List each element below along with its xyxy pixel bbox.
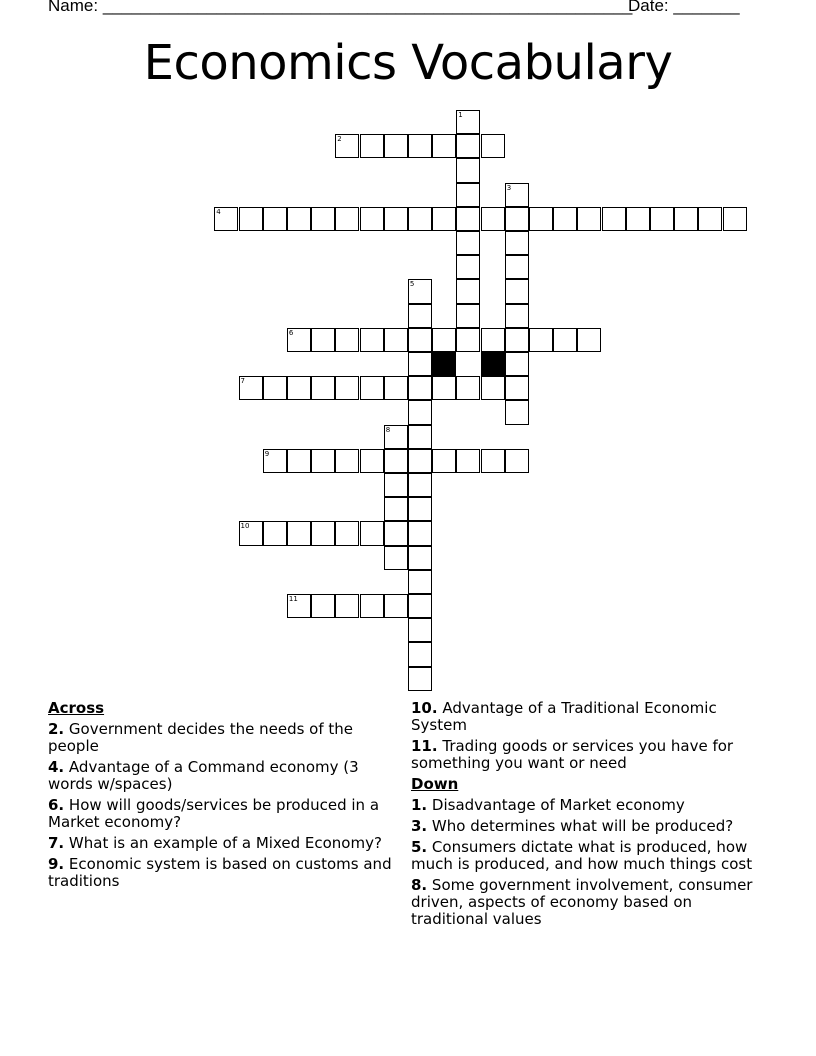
- grid-cell[interactable]: [456, 376, 480, 400]
- blocked-cell: [432, 352, 456, 376]
- grid-cell[interactable]: [408, 328, 432, 352]
- grid-cell[interactable]: [456, 328, 480, 352]
- grid-cell[interactable]: [360, 521, 384, 545]
- grid-cell[interactable]: [335, 207, 359, 231]
- grid-cell[interactable]: [505, 231, 529, 255]
- blocked-cell: [481, 352, 505, 376]
- clue-across-6: [48, 797, 393, 831]
- grid-cell[interactable]: [481, 449, 505, 473]
- clue-down-1: [411, 797, 756, 814]
- grid-cell[interactable]: [239, 376, 263, 400]
- grid-cell[interactable]: [529, 207, 553, 231]
- grid-cell[interactable]: [432, 328, 456, 352]
- grid-cell[interactable]: [723, 207, 747, 231]
- clue-across-11: [411, 738, 756, 772]
- grid-cell[interactable]: [384, 425, 408, 449]
- grid-cell[interactable]: [505, 449, 529, 473]
- clue-number: 3.: [411, 817, 428, 835]
- clue-number: 11.: [411, 737, 438, 755]
- grid-cell[interactable]: [505, 304, 529, 328]
- grid-cell[interactable]: [360, 328, 384, 352]
- grid-cell[interactable]: [408, 376, 432, 400]
- grid-cell[interactable]: [432, 134, 456, 158]
- grid-cell[interactable]: [214, 207, 238, 231]
- down-heading: Down: [411, 775, 459, 793]
- grid-cell[interactable]: [408, 667, 432, 691]
- grid-cell[interactable]: [456, 255, 480, 279]
- grid-cell[interactable]: [311, 376, 335, 400]
- grid-cell[interactable]: [384, 546, 408, 570]
- grid-cell[interactable]: [481, 134, 505, 158]
- grid-cell[interactable]: [335, 594, 359, 618]
- cell-number: 7: [240, 377, 245, 386]
- grid-cell[interactable]: [553, 328, 577, 352]
- grid-cell[interactable]: [698, 207, 722, 231]
- grid-cell[interactable]: [456, 158, 480, 182]
- grid-cell[interactable]: [505, 255, 529, 279]
- grid-cell[interactable]: [408, 473, 432, 497]
- grid-cell[interactable]: [408, 134, 432, 158]
- grid-cell[interactable]: [408, 279, 432, 303]
- grid-cell[interactable]: [360, 594, 384, 618]
- grid-cell[interactable]: [408, 570, 432, 594]
- grid-cell[interactable]: [239, 207, 263, 231]
- date-label: Date:: [628, 0, 669, 15]
- grid-cell[interactable]: [408, 304, 432, 328]
- grid-cell[interactable]: [602, 207, 626, 231]
- clue-down-8: [411, 877, 756, 928]
- cell-number: 8: [385, 425, 391, 434]
- name-label: Name:: [48, 0, 99, 15]
- grid-cell[interactable]: [505, 328, 529, 352]
- grid-cell[interactable]: [456, 110, 480, 134]
- grid-cell[interactable]: [239, 521, 263, 545]
- clue-text: Who determines what will be produced?: [431, 817, 734, 835]
- cell-number: 2: [337, 135, 342, 144]
- clue-across-10: [411, 700, 756, 734]
- grid-cell[interactable]: [505, 376, 529, 400]
- grid-cell[interactable]: [505, 207, 529, 231]
- clue-text: Some government involvement, consumer driven, aspects of economy based on traditional values: [411, 876, 753, 928]
- clue-text: Consumers dictate what is produced, how much is produced, and how much things cost: [411, 838, 753, 873]
- cell-number: 5: [409, 280, 415, 289]
- clue-across-9: [48, 856, 393, 890]
- grid-cell[interactable]: [311, 594, 335, 618]
- cell-number: 3: [506, 183, 512, 192]
- grid-cell[interactable]: [456, 231, 480, 255]
- grid-cell[interactable]: [577, 328, 601, 352]
- clue-across-2: [48, 721, 393, 755]
- clue-column-right: [411, 700, 756, 932]
- grid-cell[interactable]: [287, 594, 311, 618]
- grid-cell[interactable]: [384, 497, 408, 521]
- grid-cell[interactable]: [650, 207, 674, 231]
- grid-cell[interactable]: [456, 279, 480, 303]
- grid-cell[interactable]: [505, 400, 529, 424]
- clue-across-7: [48, 835, 393, 852]
- grid-cell[interactable]: [287, 207, 311, 231]
- grid-cell[interactable]: [456, 207, 480, 231]
- grid-cell[interactable]: [384, 449, 408, 473]
- clue-number: 7.: [48, 834, 65, 852]
- clue-text: Economic system is based on customs and traditions: [48, 855, 392, 890]
- across-heading: Across: [48, 699, 105, 717]
- grid-cell[interactable]: [505, 183, 529, 207]
- grid-cell[interactable]: [577, 207, 601, 231]
- clue-number: 5.: [411, 838, 428, 856]
- name-line[interactable]: ________________________________________________________: [102, 0, 633, 15]
- grid-cell[interactable]: [263, 521, 287, 545]
- grid-cell[interactable]: [553, 207, 577, 231]
- name-field[interactable]: [48, 0, 632, 16]
- grid-cell[interactable]: [432, 449, 456, 473]
- grid-cell[interactable]: [287, 521, 311, 545]
- grid-cell[interactable]: [311, 521, 335, 545]
- grid-cell[interactable]: [335, 521, 359, 545]
- clue-text: Trading goods or services you have for something you want or need: [411, 737, 734, 772]
- cell-number: 6: [288, 328, 294, 337]
- grid-cell[interactable]: [674, 207, 698, 231]
- clue-text: Advantage of a Command economy (3 words w/spaces): [48, 758, 359, 793]
- grid-cell[interactable]: [408, 642, 432, 666]
- grid-cell[interactable]: [529, 328, 553, 352]
- clue-text: How will goods/services be produced in a Market economy?: [48, 796, 380, 831]
- grid-cell[interactable]: [335, 328, 359, 352]
- clue-number: 1.: [411, 796, 428, 814]
- grid-cell[interactable]: [505, 352, 529, 376]
- grid-cell[interactable]: [287, 376, 311, 400]
- grid-cell[interactable]: [384, 207, 408, 231]
- clue-down-3: [411, 818, 756, 835]
- clue-text: Government decides the needs of the people: [48, 720, 354, 755]
- grid-cell[interactable]: [263, 207, 287, 231]
- grid-cell[interactable]: [335, 134, 359, 158]
- grid-cell[interactable]: [408, 352, 432, 376]
- date-line[interactable]: _______: [673, 0, 740, 15]
- cell-number: 1: [458, 111, 463, 119]
- grid-cell[interactable]: [360, 207, 384, 231]
- clue-text: Advantage of a Traditional Economic System: [411, 699, 717, 734]
- grid-cell[interactable]: [408, 207, 432, 231]
- grid-cell[interactable]: [287, 449, 311, 473]
- grid-cell[interactable]: [335, 449, 359, 473]
- grid-cell[interactable]: [432, 207, 456, 231]
- grid-cell[interactable]: [408, 546, 432, 570]
- cell-number: 4: [216, 207, 221, 216]
- grid-cell[interactable]: [626, 207, 650, 231]
- clue-number: 9.: [48, 855, 65, 873]
- grid-cell[interactable]: [432, 376, 456, 400]
- clue-column-left: [48, 700, 393, 894]
- grid-cell[interactable]: [408, 449, 432, 473]
- date-field[interactable]: [628, 0, 740, 16]
- grid-cell[interactable]: [505, 279, 529, 303]
- cell-number: 10: [240, 522, 250, 531]
- grid-cell[interactable]: [481, 328, 505, 352]
- grid-cell[interactable]: [360, 449, 384, 473]
- grid-cell[interactable]: [360, 134, 384, 158]
- grid-cell[interactable]: [408, 400, 432, 424]
- clue-number: 6.: [48, 796, 65, 814]
- clue-number: 4.: [48, 758, 65, 776]
- clue-across-4: [48, 759, 393, 793]
- cell-number: 9: [264, 449, 270, 458]
- grid-cell[interactable]: [360, 376, 384, 400]
- grid-cell[interactable]: [408, 618, 432, 642]
- grid-cell[interactable]: [384, 521, 408, 545]
- cell-number: 11: [288, 595, 298, 603]
- grid-cell[interactable]: [408, 497, 432, 521]
- grid-cell[interactable]: [263, 376, 287, 400]
- clue-text: Disadvantage of Market economy: [431, 796, 685, 814]
- grid-cell[interactable]: [263, 449, 287, 473]
- grid-cell[interactable]: [408, 425, 432, 449]
- grid-cell[interactable]: [481, 207, 505, 231]
- grid-cell[interactable]: [456, 134, 480, 158]
- clue-number: 10.: [411, 699, 438, 717]
- grid-cell[interactable]: [384, 328, 408, 352]
- grid-cell[interactable]: [384, 594, 408, 618]
- grid-cell[interactable]: [311, 328, 335, 352]
- grid-cell[interactable]: [335, 376, 359, 400]
- grid-cell[interactable]: [456, 183, 480, 207]
- grid-cell[interactable]: [287, 328, 311, 352]
- clue-number: 8.: [411, 876, 428, 894]
- grid-cell[interactable]: [456, 304, 480, 328]
- page-title: Economics Vocabulary: [143, 35, 673, 91]
- grid-cell[interactable]: [384, 134, 408, 158]
- grid-cell[interactable]: [456, 449, 480, 473]
- grid-cell[interactable]: [311, 207, 335, 231]
- grid-cell[interactable]: [384, 376, 408, 400]
- grid-cell[interactable]: [481, 376, 505, 400]
- clue-number: 2.: [48, 720, 65, 738]
- grid-cell[interactable]: [384, 473, 408, 497]
- grid-cell[interactable]: [311, 449, 335, 473]
- grid-cell[interactable]: [408, 594, 432, 618]
- grid-cell[interactable]: [408, 521, 432, 545]
- clue-text: What is an example of a Mixed Economy?: [68, 834, 382, 852]
- clue-down-5: [411, 839, 756, 873]
